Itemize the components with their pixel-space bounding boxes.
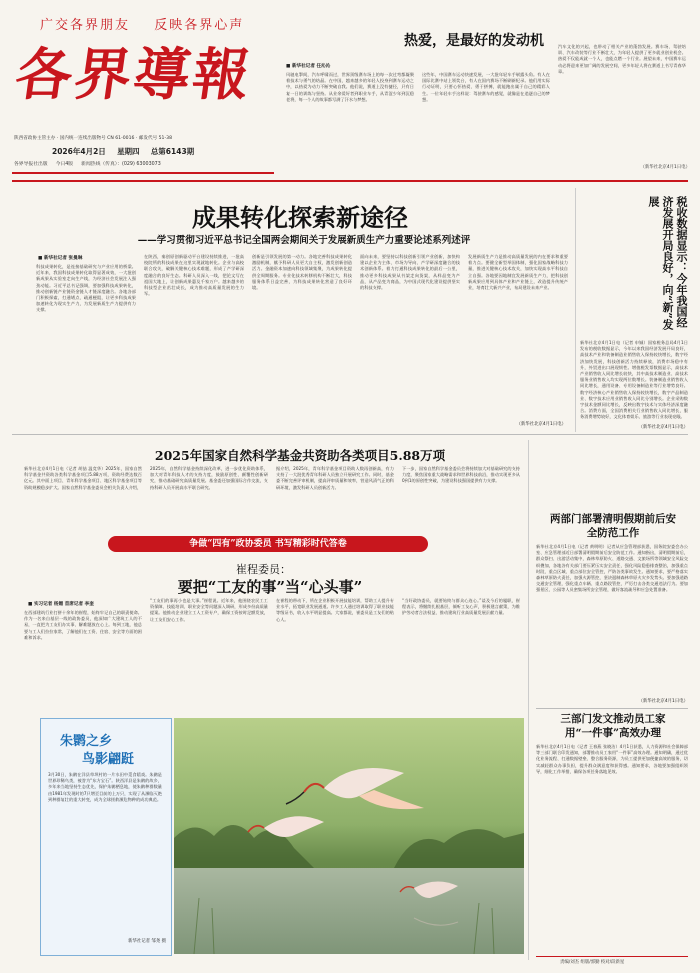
issue-weekday: 星期四	[117, 147, 140, 156]
science-fund-title: 2025年国家自然科学基金共资助各类项目5.88万项	[154, 448, 446, 463]
lead-story-col3: 创新是引领发展的第一动力。各地完善科技成果转化激励机制，赋予科研人员更大自主权，激发创新创造活力。金融资本加速向科技领域集聚，为成果转化提供全周期服务。专业化技术转移机构不断壮大，科技服务体系日益完善，为科技成果转化营造了良好环境。	[252, 254, 352, 291]
news-hotline: 新闻热线（传真）：(029) 63003073	[81, 162, 161, 167]
side-story-body: 新华社北京4月1日电（记者 申铖）国家税务总局4月1日发布的税收数据显示，今年以来我国经济发展开局良好，高技术产业和装备制造业销售收入保持较快增长，数字经济加快发展，科技创新活力持续释放，消费市场稳中有升，外贸进出口展现韧性。增值税发票数据显示，高技术产业销售收入同比增长较快，其中高技术制造业、高技术服务业销售收入均实现两位数增长。装备制造业销售收入同比增长，通用设备、专用设备制造业等行业增势良好。数字经济核心产业销售收入保持较快增长，数字产品制造业、数字技术应用业销售收入同比分别增长。企业采购数字技术金额同比增长，反映出数字技术与实体经济深度融合。消费方面，全国消费相关行业销售收入同比增长，服务消费增势较好，文化体育娱乐、旅游等行业表现亮眼。	[580, 340, 688, 420]
issue-date: 2026年4月2日	[52, 147, 106, 156]
top-story-credit: （新华社北京4月1日电）	[640, 165, 690, 170]
lead-story-subtitle: ——学习贯彻习近平总书记全国两会期间关于发展新质生产力重要论述系列述评	[137, 235, 471, 246]
lead-bottom-rule	[12, 434, 688, 435]
top-story-col1: 风驰电掣间，汽车呼啸而过，世界顶级赛车场上的每一次过弯都凝聚着技术与勇气的结晶。在中国，越来越多的年轻人投身到赛车运动之中，以热爱为动力不断突破自我。他们说，赛道上没有捷径，只有日复一日的训练与坚持。从业余爱好者到职业车手，从青涩少年到沉稳老将，每一个人的故事都写满了汗水与梦想。	[286, 72, 414, 102]
ibis-photo-svg	[174, 718, 524, 954]
side-story-credit: （新华社北京4月1日电）	[638, 425, 688, 430]
masthead-slogan	[40, 14, 270, 33]
special-col3: 在崔程的带动下，所在企业积极开展技能培训，帮助工人提升专业水平，拓宽职业发展通道。许多工人通过培训取得了职业技能等级证书，收入水平明显提高。大家都说，崔委员是工友们的贴心人。	[276, 598, 394, 622]
photo-feature-title-1: 朱鹮之乡	[60, 734, 113, 749]
top-story-byline: ■ 新华社记者 任沁沁	[286, 64, 331, 69]
lead-side-divider	[575, 188, 576, 432]
lead-story-col4: 面向未来，要坚持以科技创新引领产业创新，加快构建以企业为主体、市场为导向、产学研深度融合的技术创新体系。着力打通科技成果转化的最后一公里，推动更多科技成果从书架走向货架，从样品变为产品，从产品变为商品，为中国式现代化建设提供坚实的科技支撑。	[360, 254, 460, 291]
top-section-rule	[12, 180, 688, 182]
science-fund-col2: 2025年，自然科学基金持续深化改革，进一步优化资助体系，加大对青年科技人才的支持力度，鼓励原创性、颠覆性创新研究，推动基础研究高质量发展。基金委还加强国际合作交流，支持科研人员开展高水平联合研究。	[150, 466, 268, 490]
masthead-logo: 各界導報	[11, 42, 257, 108]
lead-story-col1: 科技成果转化，是连接基础研究与产业应用的桥梁。近年来，我国科技成果转化取得显著成效，一大批创新成果从实验室走向生产线，为经济社会发展注入强劲动能。习近平总书记强调，要加强科技成果转化，推动创新链产业链资金链人才链深度融合。各地各部门积极探索，打通堵点、疏通梗阻，让更多科技成果加速转化为现实生产力，为发展新质生产力提供有力支撑。	[36, 264, 136, 313]
qingming-title: 两部门部署清明假期前后安全防范工作	[550, 513, 676, 539]
qingming-credit: （新华社北京4月1日电）	[638, 699, 688, 704]
lead-story-byline: ■ 新华社记者 张曼琳	[38, 256, 83, 261]
masthead-info-row	[14, 160, 274, 167]
lead-story-title: 成果转化探索新途径	[192, 203, 408, 232]
footer-rule	[536, 956, 688, 957]
special-column-kicker: 崔程委员：	[236, 563, 291, 576]
top-story-col2: 这些年，中国赛车运动快速发展，一大批年轻车手崭露头角。有人在国际比赛中站上领奖台，有人在国内赛场不断刷新纪录。他们用实际行动证明，只要心怀热爱、勇于拼搏，就能跑出属于自己的精彩人生。一位年轻车手这样说：驾驶赛车的感觉，就像是在追逐自己的梦想。	[422, 72, 550, 102]
qingming-body: 新华社北京4月1日电（记者 黄明明）记者从应急管理部获悉，国务院安委会办公室、应急管理部近日部署清明假期前后安全防范工作。通知指出，清明假期前后，群众祭扫、出游活动集中，森林草原防火、道路交通、文旅场所等领域安全风险交织叠加，各地各有关部门要压紧压实安全责任，强化风险隐患排查整治，加强重点时段、重点区域、重点部位安全管控，严防各类事故发生。通知要求，要严格落实森林草原防火责任，加强火源管控，坚决遏制森林草原火灾多发势头。要加强道路交通安全管理，强化重点车辆、重点路段管控，严厉打击各类交通违法行为。要加强景区、公园等人员密集场所安全管理，做好客流疏导和应急处置准备。	[536, 544, 688, 593]
slogan-right: 反映各界心声	[154, 18, 245, 33]
ibis-photo	[174, 718, 524, 954]
photo-feature-body: 3月30日，朱鹮在洋县草坝村的一片水田中觅食嬉戏。朱鹮是世界珍稀鸟类，被誉为“东方宝石”。陕西洋县是朱鹮的故乡，多年来当地坚持生态优先，保护朱鹮栖息地，使朱鹮种群数量由1981年发现时的7只增至目前的上万只，实现了从濒临灭绝到种群复壮的重大转变，成为全球拯救濒危物种的成功典范。	[48, 772, 162, 802]
side-story-title: 税收数据显示：今年我国经济发展开局良好，向“新”发展	[647, 196, 688, 330]
lead-story-col5: 发展新质生产力是推动高质量发展的内在要求和重要着力点。要健全新型举国体制，强化国家战略科技力量，推进关键核心技术攻关，加快实现高水平科技自立自强。各地要因地制宜发展新质生产力，把科技创新成果应用到具体产业和产业链上，改造提升传统产业，培育壮大新兴产业，布局建设未来产业。	[468, 254, 568, 291]
union-doc-body: 新华社北京4月1日电（记者 王春燕 张晓洁）4月1日获悉，人力资源和社会保障部等三部门联合印发通知，部署推动员工家用“一件事”高效办理。通知明确，通过优化业务流程、打通数据壁垒、整合服务资源，为员工提供更加便捷高效的服务，切实减轻群众办事负担，提升群众满意度和获得感。通知要求，各地要加强组织领导，细化工作举措，确保各项任务落地见效。	[536, 744, 688, 774]
special-col1: 在西部建筑行业打拼十余年的崔程，始终牢记自己的职责使命。作为一名来自基层一线的政协委员，他深知广大建筑工人的不易，一直把为工友们办实事、解难题放在心上。每到工地，他总要与工人们拉拉家常，了解他们在工资、住宿、安全等方面的困难和诉求。	[24, 610, 142, 640]
union-doc-title: 三部门发文推动员工家用“一件事”高效办理	[560, 713, 666, 739]
science-fund-col4: 下一步，国家自然科学基金委员会将持续加大对基础研究的支持力度，聚焦国家重大战略需求和世界科技前沿，推动实现更多从0到1的原创性突破，为建设科技强国提供有力支撑。	[402, 466, 520, 484]
special-col2: “工友们的事再小也是大事。”崔程说。近年来，他围绕农民工工资保障、技能培训、职业安全等问题深入调研，形成多份高质量提案。他推动企业建立工人工资专户，确保工资按时足额发放，让工友们安心工作。	[150, 598, 268, 622]
masthead-meta: 陕西省政协主管主办 · 国内统一连续出版物号 CN 61-0016 · 邮发代号 51-38	[14, 136, 172, 141]
special-column-title: 要把“工友的事”当“心头事”	[177, 578, 363, 596]
special-col4: “当好政协委员，就要始终与群众心连心。”谈及今后的履职，崔程表示，将继续扎根基层，倾听工友心声，积极建言献策，为维护劳动者合法权益、推动建筑行业高质量发展贡献力量。	[402, 598, 520, 616]
science-fund-col1: 新华社北京4月1日电（记者 胡喆 温竞华）2025年，国家自然科学基金共资助各类科学基金项目5.88万项，资助经费达数百亿元。其中面上项目、青年科学基金项目、地区科学基金项目等资助规模稳步扩大。国家自然科学基金委员会相关负责人介绍，	[24, 466, 142, 490]
edition-count: 今日4版	[55, 162, 74, 167]
top-story-title: 热爱，是最好的发动机	[404, 33, 544, 49]
photo-feature-credit: 新华社记者 邹尧 摄	[128, 939, 166, 944]
special-column-banner	[108, 536, 428, 552]
issue-number: 总第6143期	[150, 147, 195, 156]
footer-editors: 责编/刘杰 组版/郭勤 校对/段新星	[560, 960, 625, 965]
masthead-rule	[12, 172, 274, 174]
special-column-byline: ■ 实习记者 杨媚 首席记者 李奎	[28, 602, 94, 607]
right-section-rule	[536, 708, 688, 709]
top-story-col3: 汽车文化的兴起，也带动了相关产业的蓬勃发展。赛车场、驾驶培训、汽车改装等行业不断壮大，为年轻人提供了更多就业创业机会。热爱不仅能成就一个人，也能点燃一个行业。展望未来，中国赛车运动必将迎来更加广阔的发展空间，更多年轻人将在赛道上书写青春华章。	[558, 44, 686, 74]
photo-feature-title-2: 鸟影翩跹	[82, 752, 135, 767]
slogan-left: 广交各界朋友	[40, 18, 131, 33]
publisher: 各界导报社出版	[14, 162, 48, 167]
science-fund-col3: 据介绍，2025年，青年科学基金项目资助人数再创新高，有力支持了一大批优秀青年科研人员独立开展研究工作。同时，基金委不断完善评审机制，提高评审质量和效率，营造风清气正的科研环境，激发科研人员创新活力。	[276, 466, 394, 490]
special-banner-text: 争做“四有”政协委员 书写精彩时代答卷	[189, 539, 347, 549]
masthead-date-row	[52, 146, 272, 157]
lead-story-col2: 在陕西，秦创原创新驱动平台建设持续推进，一批高校院所的科技成果在这里实现就地转化。企业与高校联合攻关，破解关键核心技术难题，形成了产学研深度融合的良好生态。科研人员深入一线，把论文写在祖国大地上，让创新成果惠及千家万户。越来越多的科技型企业茁壮成长，成为推动高质量发展的生力军。	[144, 254, 244, 297]
lead-story-credit: （新华社北京4月1日电）	[516, 422, 566, 427]
mid-divider	[528, 440, 529, 960]
